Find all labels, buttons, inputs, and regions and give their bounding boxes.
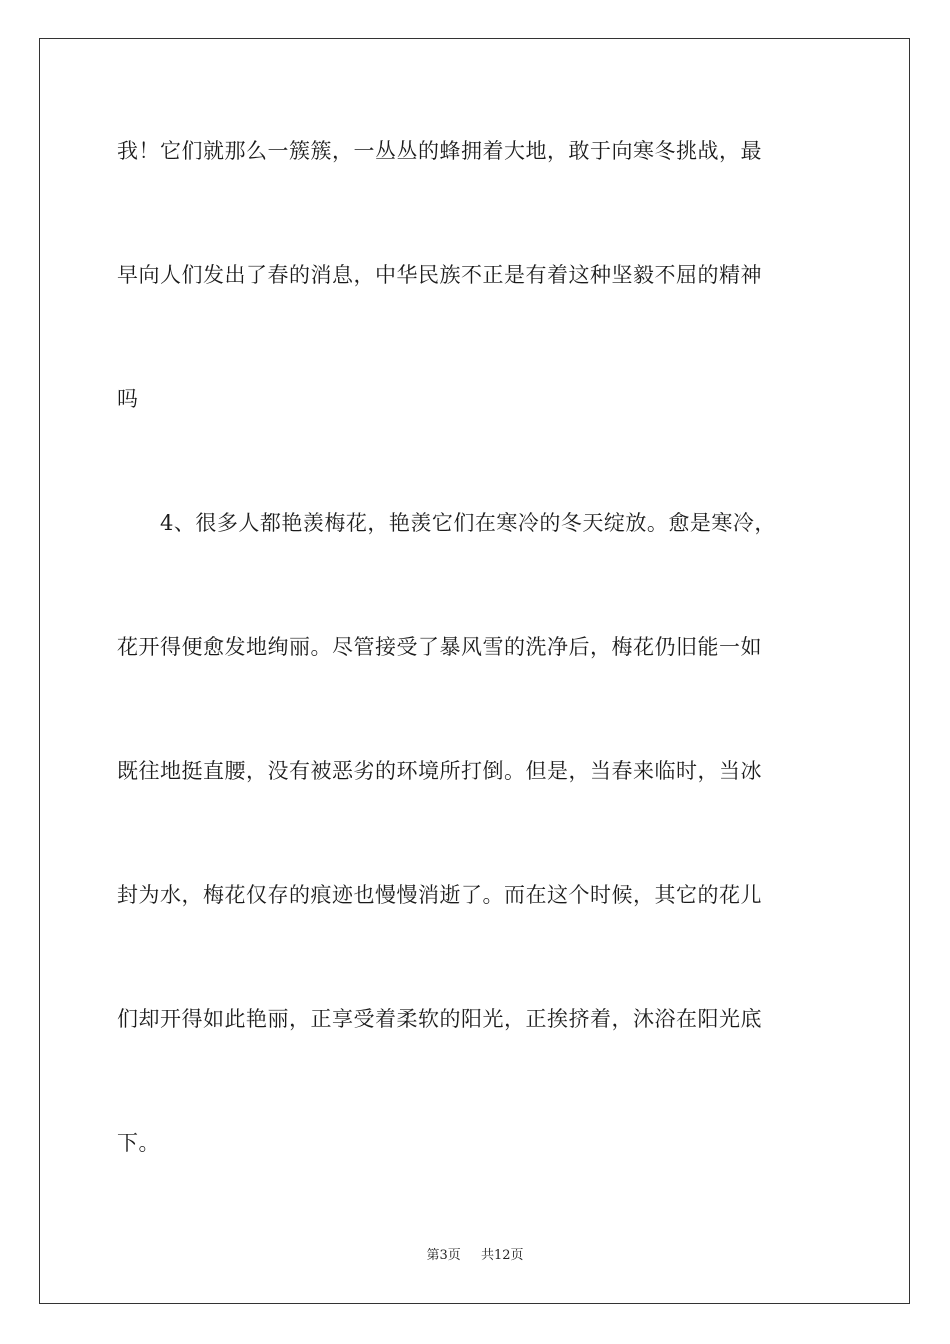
page-footer xyxy=(0,1247,950,1265)
text-line: 我！它们就那么一簇簇，一丛丛的蜂拥着大地，敢于向寒冬挑战，最 xyxy=(117,139,762,163)
total-pages: 共12页 xyxy=(481,1248,524,1263)
text-line: 们却开得如此艳丽，正享受着柔软的阳光，正挨挤着，沐浴在阳光底 xyxy=(117,1007,762,1031)
text-line: 早向人们发出了春的消息，中华民族不正是有着这种坚毅不屈的精神 xyxy=(117,263,762,287)
text-line: 吗 xyxy=(117,387,139,411)
paragraph-start-line: 4、很多人都艳羡梅花，艳羡它们在寒冷的冬天绽放。愈是寒冷， xyxy=(117,511,776,535)
text-line: 花开得便愈发地绚丽。尽管接受了暴风雪的洗净后，梅花仍旧能一如 xyxy=(117,635,762,659)
text-line: 既往地挺直腰，没有被恶劣的环境所打倒。但是，当春来临时，当冰 xyxy=(117,759,762,783)
text-line: 封为水，梅花仅存的痕迹也慢慢消逝了。而在这个时候，其它的花儿 xyxy=(117,883,762,907)
page-border xyxy=(39,38,910,1304)
page-number: 第3页 xyxy=(426,1248,461,1263)
text-line: 下。 xyxy=(117,1131,160,1155)
